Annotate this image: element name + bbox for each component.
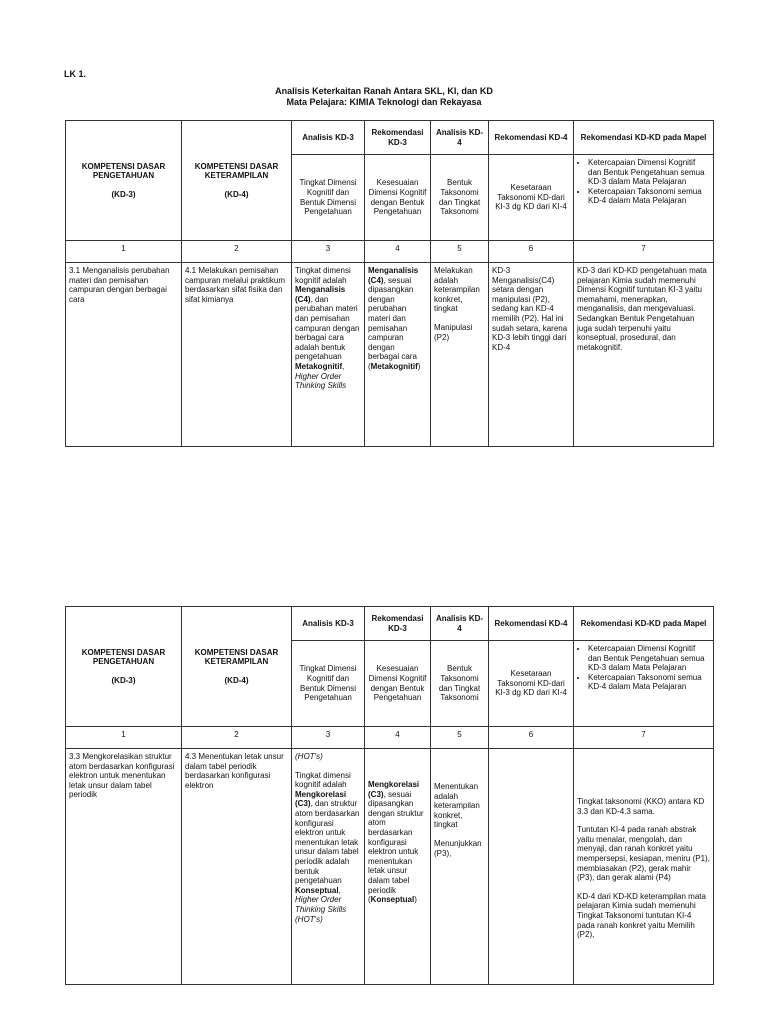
column-number-row: 1 2 3 4 5 6 7 bbox=[66, 241, 714, 263]
mapel-bullet: • Ketercapaian Taksonomi semua KD-4 dalam Mata Pelajaran bbox=[588, 187, 710, 206]
cell-rekomendasi-mapel: KD-3 dari KD-KD pengetahuan mata pelajaran Kimia sudah memenuhi Dimensi Kognitif tuntutan KI-3 yaitu memahami, menerapkan, menganalisis, dan mengevaluasi. Sedangkan Bentuk Pengetahuan juga sudah terpenuhi yaitu konseptual, prosedural, dan metakognitif. bbox=[574, 263, 714, 447]
header-analisis-kd3: Analisis KD-3 bbox=[292, 121, 365, 155]
header-analisis-kd4: Analisis KD-4 bbox=[431, 607, 489, 641]
header-kd4: KOMPETENSI DASAR KETERAMPILAN (KD-4) bbox=[182, 607, 292, 727]
sub-rekomendasi-kd4: Kesetaraan Taksonomi KD-dari KI-3 dg KD dari KI-4 bbox=[489, 641, 574, 727]
cell-kd3: 3.3 Mengkorelasikan struktur atom berdasarkan konfigurasi elektron untuk menentukan letak unsur dalam tabel periodik bbox=[66, 749, 182, 985]
cell-rekomendasi-kd4 bbox=[489, 749, 574, 985]
document-title-block bbox=[0, 86, 768, 108]
kd-analysis-table-2 bbox=[65, 606, 714, 985]
header-kd3: KOMPETENSI DASAR PENGETAHUAN (KD-3) bbox=[66, 121, 182, 241]
cell-analisis-kd3: (HOT's) Tingkat dimensi kognitif adalah Mengkorelasi (C3), dan struktur atom berdasarkan konfigurasi elektron untuk menentukan letak unsur dalam tabel periodik adalah bentuk pengetahuan Konseptual, Higher Order Thinking Skills (HOT's) bbox=[292, 749, 365, 985]
column-number-row: 1 2 3 4 5 6 7 bbox=[66, 727, 714, 749]
cell-kd4: 4.3 Menentukan letak unsur dalam tabel periodik berdasarkan konfigurasi elektron bbox=[182, 749, 292, 985]
mapel-bullet: • Ketercapaian Dimensi Kognitif dan Bentuk Pengetahuan semua KD-3 dalam Mata Pelajaran bbox=[588, 158, 710, 187]
cell-kd3: 3.1 Menganalisis perubahan materi dan pemisahan campuran dengan berbagai cara bbox=[66, 263, 182, 447]
page-label: LK 1. bbox=[64, 69, 87, 79]
header-rekomendasi-mapel: Rekomendasi KD-KD pada Mapel bbox=[574, 607, 714, 641]
sub-rekomendasi-mapel bbox=[574, 641, 714, 727]
cell-rekomendasi-kd3: Mengkorelasi (C3), sesuai dipasangkan dengan struktur atom berdasarkan konfigurasi elektron untuk menentukan letak unsur dalam tabel periodik (Konseptual) bbox=[365, 749, 431, 985]
mapel-bullet: • Ketercapaian Dimensi Kognitif dan Bentuk Pengetahuan semua KD-3 dalam Mata Pelajaran bbox=[588, 644, 710, 673]
header-rekomendasi-kd4: Rekomendasi KD-4 bbox=[489, 121, 574, 155]
document-title: Analisis Keterkaitan Ranah Antara SKL, KI, dan KD bbox=[275, 86, 493, 96]
sub-rekomendasi-kd4: Kesetaraan Taksonomi KD-dari KI-3 dg KD dari KI-4 bbox=[489, 155, 574, 241]
cell-analisis-kd4: Melakukan adalah keterampilan konkret, tingkat Manipulasi (P2) bbox=[431, 263, 489, 447]
cell-kd4: 4.1 Melakukan pemisahan campuran melalui praktikum berdasarkan sifat fisika dan sifat kimianya bbox=[182, 263, 292, 447]
header-analisis-kd3: Analisis KD-3 bbox=[292, 607, 365, 641]
cell-analisis-kd3: Tingkat dimensi kognitif adalah Menganalisis (C4), dan perubahan materi dan pemisahan campuran dengan berbagai cara adalah bentuk pengetahuan Metakognitif, Higher Order Thinking Skills bbox=[292, 263, 365, 447]
header-rekomendasi-kd3: Rekomendasi KD-3 bbox=[365, 607, 431, 641]
sub-analisis-kd4: Bentuk Taksonomi dan Tingkat Taksonomi bbox=[431, 155, 489, 241]
header-rekomendasi-kd4: Rekomendasi KD-4 bbox=[489, 607, 574, 641]
mapel-bullet: • Ketercapaian Taksonomi semua KD-4 dalam Mata Pelajaran bbox=[588, 673, 710, 692]
sub-rekomendasi-kd3: Kesesuaian Dimensi Kognitif dengan Bentuk Pengetahuan bbox=[365, 641, 431, 727]
document-subtitle: Mata Pelajara: KIMIA Teknologi dan Rekayasa bbox=[286, 97, 482, 107]
cell-analisis-kd4: Menentukan adalah keterampilan konkret, tingkat Menunjukkan (P3), bbox=[431, 749, 489, 985]
header-rekomendasi-mapel: Rekomendasi KD-KD pada Mapel bbox=[574, 121, 714, 155]
table-row bbox=[66, 749, 714, 985]
cell-rekomendasi-kd4: KD-3 Menganalisis(C4) setara dengan manipulasi (P2), sedang kan KD-4 memilih (P2). Hal ini sudah setara, karena KD-3 lebih tinggi dari KD-4 bbox=[489, 263, 574, 447]
sub-rekomendasi-kd3: Kesesuaian Dimensi Kognitif dengan Bentuk Pengetahuan bbox=[365, 155, 431, 241]
header-kd3: KOMPETENSI DASAR PENGETAHUAN (KD-3) bbox=[66, 607, 182, 727]
sub-analisis-kd3: Tingkat Dimensi Kognitif dan Bentuk Dimensi Pengetahuan bbox=[292, 155, 365, 241]
header-kd4: KOMPETENSI DASAR KETERAMPILAN (KD-4) bbox=[182, 121, 292, 241]
table-row bbox=[66, 263, 714, 447]
cell-rekomendasi-kd3: Menganalisis (C4), sesuai dipasangkan dengan perubahan materi dan pemisahan campuran dengan berbagai cara (Metakognitif) bbox=[365, 263, 431, 447]
header-analisis-kd4: Analisis KD-4 bbox=[431, 121, 489, 155]
kd-analysis-table-1 bbox=[65, 120, 714, 447]
cell-rekomendasi-mapel: Tingkat taksonomi (KKO) antara KD 3.3 dan KD-4.3 sama. Tuntutan KI-4 pada ranah abstrak yaitu menalar, mengolah, dan menyaji, dan ranah konkret yaitu mempersepsi, kesiapan, meniru (P1), membiasakan (P2), gerak mahir (P3), dan gerak alami (P4) KD-4 dari KD-KD keterampilan mata pelajaran Kimia sudah memenuhi Tingkat Taksonomi tuntutan KI-4 pada ranah konkret yaitu Memilih (P2), bbox=[574, 749, 714, 985]
header-rekomendasi-kd3: Rekomendasi KD-3 bbox=[365, 121, 431, 155]
sub-analisis-kd4: Bentuk Taksonomi dan Tingkat Taksonomi bbox=[431, 641, 489, 727]
sub-analisis-kd3: Tingkat Dimensi Kognitif dan Bentuk Dimensi Pengetahuan bbox=[292, 641, 365, 727]
sub-rekomendasi-mapel bbox=[574, 155, 714, 241]
